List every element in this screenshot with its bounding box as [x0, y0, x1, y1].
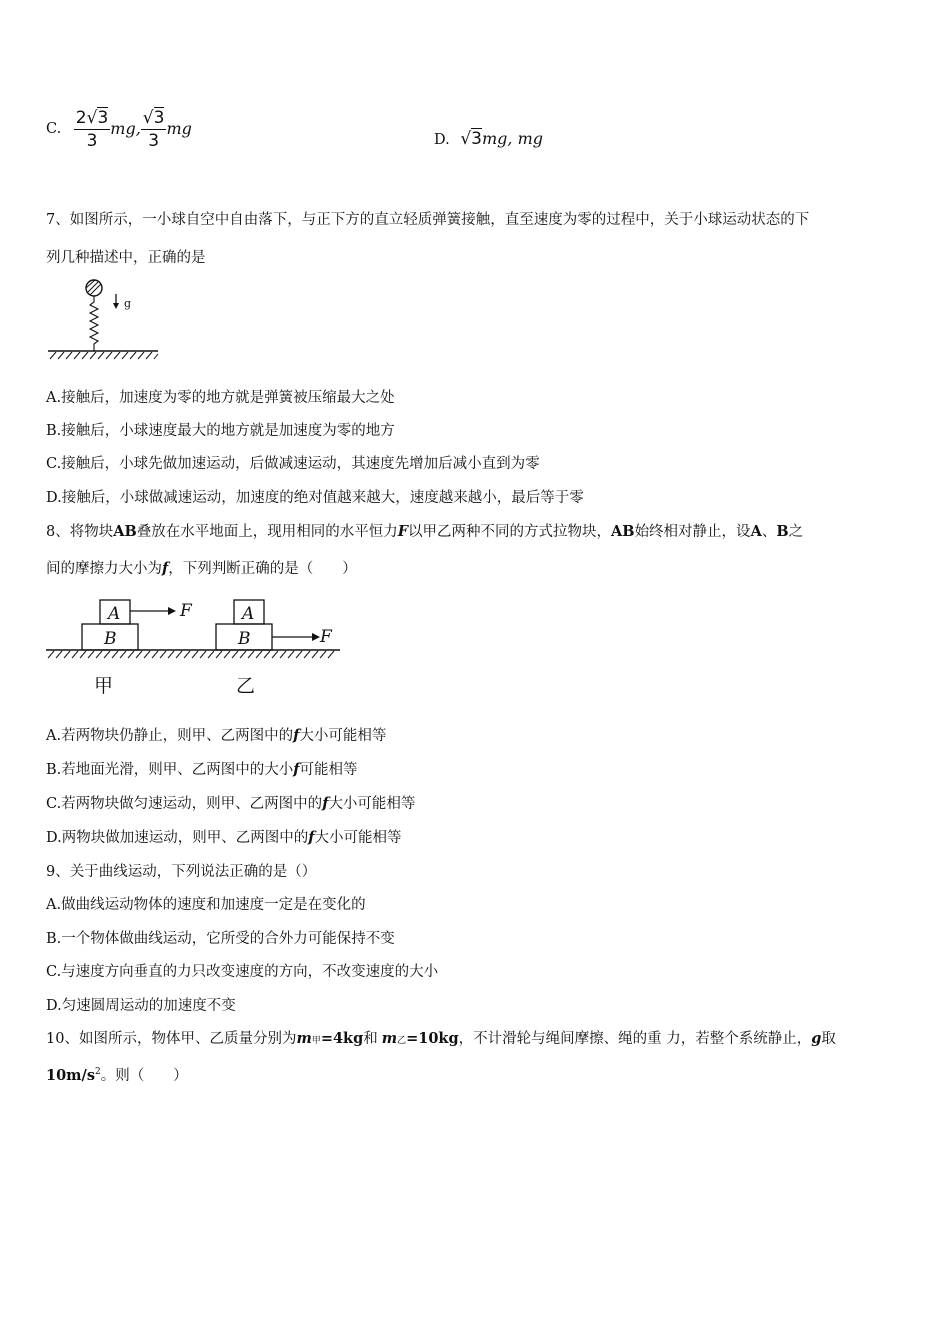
q8-right-block-b-label: B: [238, 629, 251, 649]
q7-spring-figure: [44, 278, 162, 364]
q7-stem-line-1: 7、如图所示，一小球自空中自由落下，与正下方的直立轻质弹簧接触，直至速度为零的过程中，关于小球运动状态的下: [46, 212, 810, 228]
q8-left-force-arrow-icon: [168, 607, 176, 615]
q7-stem-line-2: 列几种描述中，正确的是: [46, 250, 206, 266]
q7-spring-icon: [90, 296, 98, 351]
q7-option-d: D.接触后，小球做减速运动，加速度的绝对值越来越大，速度越来越小，最后等于零: [46, 490, 584, 506]
q6-option-d-mg: mg, mg: [482, 129, 543, 148]
q6-option-c-fraction-2: $\frac{√3}{3}$: [142, 107, 165, 151]
q8-stem-line-2: 间的摩擦力大小为f，下列判断正确的是（ ）: [46, 560, 357, 577]
q8-left-block-a-label: A: [108, 604, 121, 624]
q10-stem-line-2: $10m/s^2$。则（ ）: [46, 1067, 188, 1084]
q9-stem: 9、关于曲线运动，下列说法正确的是（）: [46, 864, 317, 880]
q8-left-block-b-label: B: [104, 629, 117, 649]
q8-right-block-a-label: A: [242, 604, 255, 624]
q9-option-c: C.与速度方向垂直的力只改变速度的方向，不改变速度的大小: [46, 964, 439, 980]
q7-g-label: g: [124, 297, 132, 310]
q8-right-force-arrow-icon: [312, 633, 320, 641]
q8-option-d: D.两物块做加速运动，则甲、乙两图中的f大小可能相等: [46, 829, 402, 846]
q7-option-a: A.接触后，加速度为零的地方就是弹簧被压缩最大之处: [46, 390, 395, 406]
q6-option-c-label: C.: [46, 121, 62, 137]
q6-option-d-sqrt: √3: [460, 129, 482, 149]
q6-option-d: [434, 127, 543, 152]
q6-option-c: [46, 103, 192, 155]
q6-option-d-label: D.: [434, 132, 450, 148]
q7-ball-icon: [86, 280, 102, 296]
q6-option-c-fraction-1: $\frac{2√3}{3}$: [75, 107, 109, 151]
q8-left-force-label: F: [180, 601, 192, 621]
q9-option-b: B.一个物体做曲线运动，它所受的合外力可能保持不变: [46, 931, 395, 947]
q8-option-c: C.若两物块做匀速运动，则甲、乙两图中的f大小可能相等: [46, 795, 416, 812]
q6-option-c-mg-2: mg: [166, 119, 192, 138]
q8-right-force-label: F: [320, 627, 332, 647]
q8-blocks-figure: [44, 594, 344, 698]
q8-option-b: B.若地面光滑，则甲、乙两图中的大小f可能相等: [46, 761, 358, 778]
q8-stem-line-1: 8、将物块AB叠放在水平地面上，现用相同的水平恒力F以甲乙两种不同的方式拉物块，AB始终相对静止，设A、B之: [46, 523, 804, 540]
q8-option-a: A.若两物块仍静止，则甲、乙两图中的f大小可能相等: [46, 727, 387, 744]
q9-option-d: D.匀速圆周运动的加速度不变: [46, 998, 236, 1014]
q7-option-c: C.接触后，小球先做加速运动，后做减速运动，其速度先增加后减小直到为零: [46, 456, 540, 472]
q6-option-c-mg-1: mg,: [110, 119, 141, 138]
q9-option-a: A.做曲线运动物体的速度和加速度一定是在变化的: [46, 897, 366, 913]
q8-label-jia: 甲: [94, 675, 114, 697]
q7-down-arrow-icon: [113, 303, 119, 309]
q10-stem-line-1: 10、如图所示，物体甲、乙质量分别为m甲=4kg和 m乙=10kg，不计滑轮与绳间摩擦、绳的重 力，若整个系统静止，g取: [46, 1030, 836, 1047]
q7-option-b: B.接触后，小球速度最大的地方就是加速度为零的地方: [46, 423, 395, 439]
q8-label-yi: 乙: [236, 675, 256, 697]
